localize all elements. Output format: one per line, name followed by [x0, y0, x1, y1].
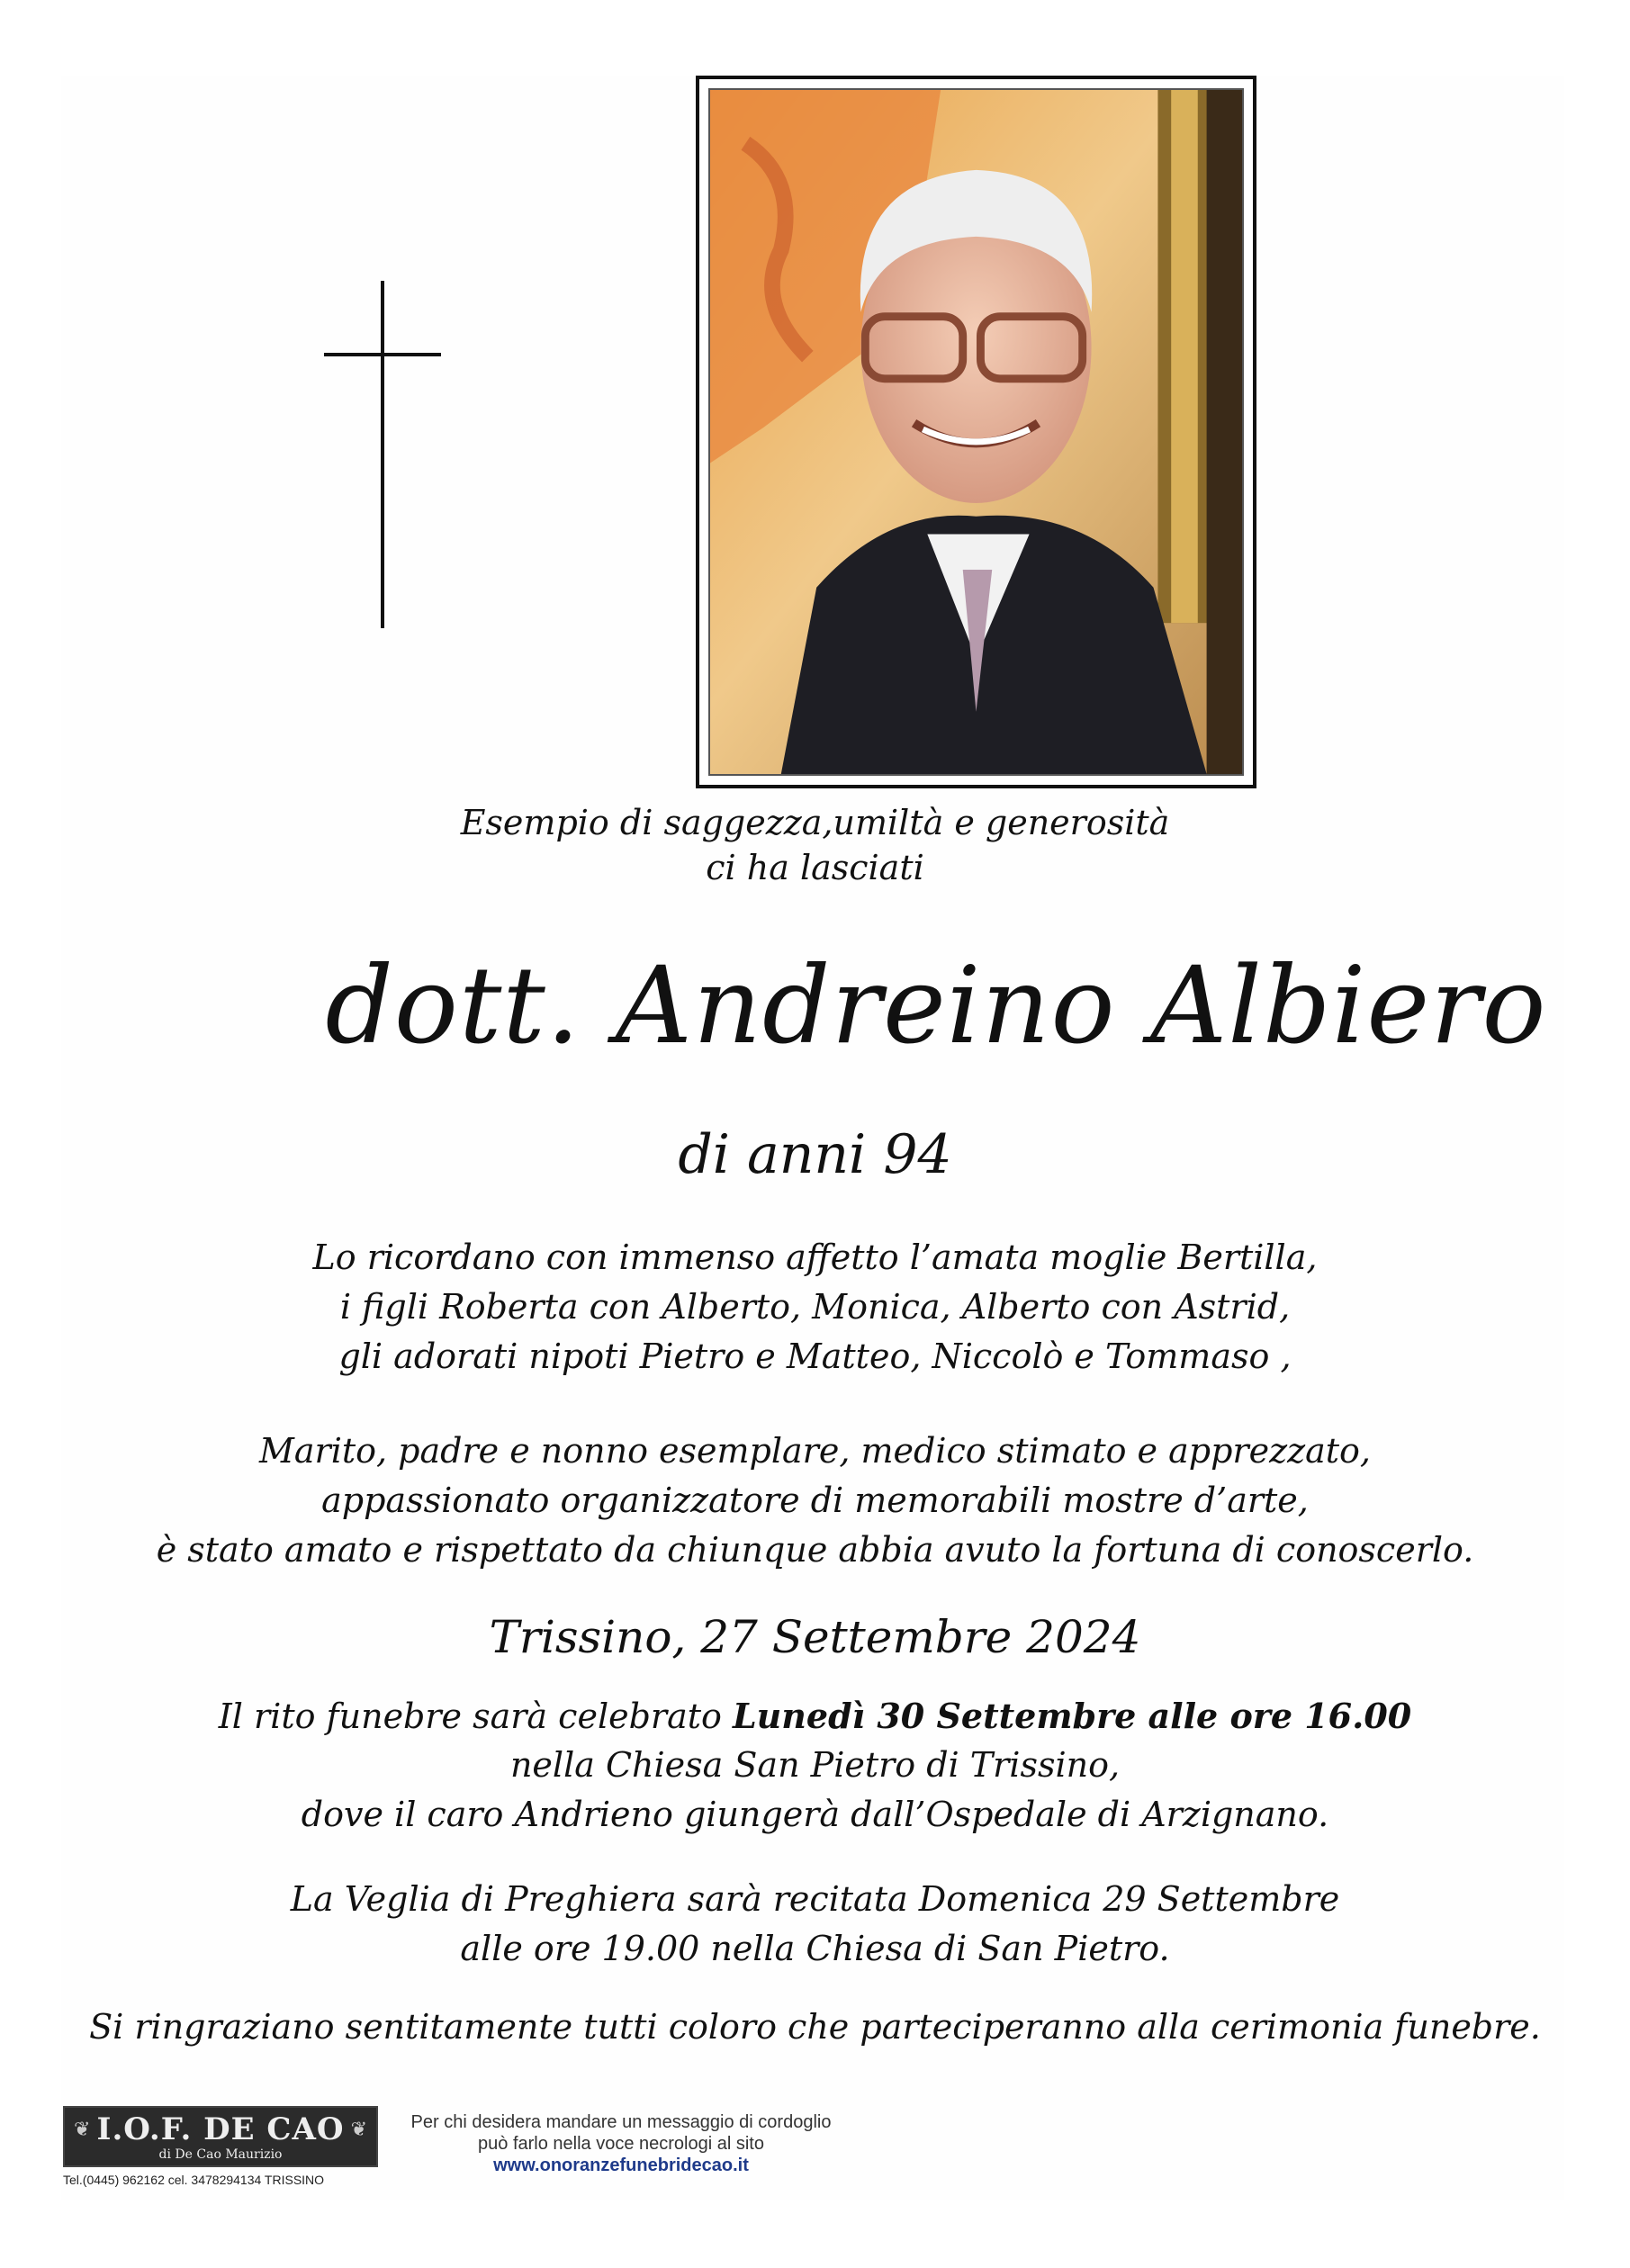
logo-subtitle: di De Cao Maurizio [158, 2147, 283, 2162]
place-date: Trissino, 27 Settembre 2024 [489, 1611, 1141, 1663]
portrait-frame [696, 76, 1256, 788]
footer-url-link[interactable]: www.onoranzefunebridecao.it [493, 2156, 749, 2175]
motto-line-2: ci ha lasciati [706, 848, 924, 887]
swirl-right-icon: ❦ [350, 2119, 367, 2141]
footer-message-line-2: può farlo nella voce necrologi al sito [478, 2134, 764, 2154]
thanks-line: Si ringraziano sentitamente tutti coloro che parteciperanno alla cerimonia funebre. [89, 2007, 1541, 2047]
family-line-3: gli adorati nipoti Pietro e Matteo, Niccolò e Tommaso , [338, 1336, 1292, 1376]
tribute-line-3: è stato amato e rispettato da chiunque abbia avuto la fortuna di conoscerlo. [156, 1530, 1474, 1570]
motto-line-1: Esempio di saggezza,umiltà e generosità [460, 803, 1170, 842]
funeral-line-1: Il rito funebre sarà celebrato Lunedì 30 Settembre alle ore 16.00 [218, 1696, 1412, 1736]
footer-contacts: Tel.(0445) 962162 cel. 3478294134 TRISSINO [63, 2173, 325, 2187]
family-line-1: Lo ricordano con immenso affetto l’amata moglie Bertilla, [312, 1238, 1318, 1277]
age-line: di anni 94 [678, 1123, 952, 1186]
portrait-photo [708, 88, 1244, 776]
funeral-home-logo [63, 2106, 378, 2167]
vigil-line-1: La Veglia di Preghiera sarà recitata Domenica 29 Settembre [290, 1879, 1340, 1919]
funeral-line-3: dove il caro Andrieno giungerà dall’Ospedale di Arzignano. [301, 1795, 1329, 1834]
logo-title: I.O.F. DE CAO [96, 2111, 345, 2147]
vigil-line-2: alle ore 19.00 nella Chiesa di San Pietro. [460, 1929, 1170, 1968]
footer-message-line-1: Per chi desidera mandare un messaggio di cordoglio [410, 2112, 832, 2132]
swirl-left-icon: ❦ [74, 2119, 91, 2141]
tribute-line-1: Marito, padre e nonno esemplare, medico stimato e apprezzato, [258, 1431, 1372, 1471]
deceased-name: dott. Andreino Albiero [325, 943, 1547, 1067]
tribute-line-2: appassionato organizzatore di memorabili mostre d’arte, [321, 1480, 1309, 1520]
family-line-2: i figli Roberta con Alberto, Monica, Alberto con Astrid, [339, 1287, 1291, 1327]
funeral-line-2: nella Chiesa San Pietro di Trissino, [509, 1745, 1121, 1785]
footer-message [387, 2111, 855, 2176]
